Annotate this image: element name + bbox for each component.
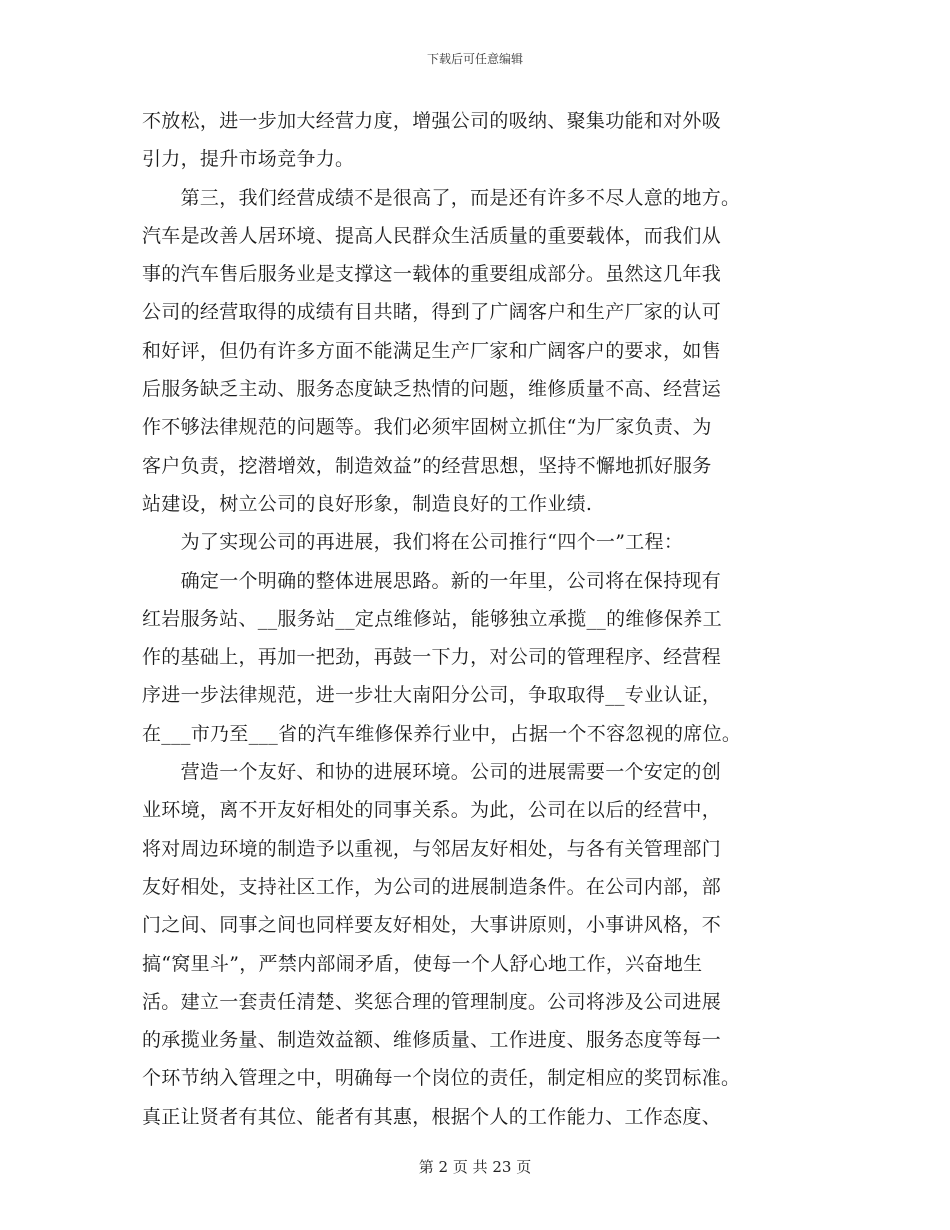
body-line: 引力，提升市场竞争力。 bbox=[142, 148, 355, 171]
body-line: 汽车是改善人居环境、提高人民群众生活质量的重要载体，而我们从 bbox=[142, 224, 722, 247]
body-line: 友好相处，支持社区工作，为公司的进展制造条件。在公司内部，部 bbox=[142, 875, 722, 898]
body-line: 作的基础上，再加一把劲，再鼓一下力，对公司的管理程序、经营程 bbox=[142, 646, 722, 669]
body-line: 在___市乃至___省的汽车维修保养行业中，占据一个不容忽视的席位。 bbox=[142, 722, 742, 745]
body-line: 门之间、同事之间也同样要友好相处，大事讲原则，小事讲风格，不 bbox=[142, 914, 722, 937]
body-line: 的承揽业务量、制造效益额、维修质量、工作进度、服务态度等每一 bbox=[142, 1029, 722, 1052]
body-line: 站建设，树立公司的良好形象，制造良好的工作业绩. bbox=[142, 492, 593, 515]
page-number-footer: 第 2 页 共 23 页 bbox=[418, 1158, 532, 1176]
body-line: 序进一步法律规范，进一步壮大南阳分公司，争取取得__专业认证， bbox=[142, 684, 722, 707]
body-line: 将对周边环境的制造予以重视，与邻居友好相处，与各有关管理部门 bbox=[142, 837, 722, 860]
body-line: 不放松，进一步加大经营力度，增强公司的吸纳、聚集功能和对外吸 bbox=[142, 110, 722, 132]
page-header-note: 下载后可任意编辑 bbox=[426, 52, 523, 66]
body-line: 活。建立一套责任清楚、奖惩合理的管理制度。公司将涉及公司进展 bbox=[142, 990, 722, 1013]
document-body bbox=[142, 102, 812, 1136]
body-line: 真正让贤者有其位、能者有其惠，根据个人的工作能力、工作态度、 bbox=[142, 1105, 722, 1128]
body-line: 和好评，但仍有许多方面不能满足生产厂家和广阔客户的要求，如售 bbox=[142, 339, 722, 362]
body-line: 为了实现公司的再进展，我们将在公司推行“四个一”工程： bbox=[142, 531, 684, 554]
body-line: 公司的经营取得的成绩有目共睹，得到了广阔客户和生产厂家的认可 bbox=[142, 301, 722, 324]
body-line: 营造一个友好、和协的进展环境。公司的进展需要一个安定的创 bbox=[142, 761, 722, 784]
body-line: 事的汽车售后服务业是支撑这一载体的重要组成部分。虽然这几年我 bbox=[142, 263, 722, 286]
body-line: 客户负责，挖潜增效，制造效益”的经营思想，坚持不懈地抓好服务 bbox=[142, 454, 712, 477]
body-line: 红岩服务站、__服务站__定点维修站，能够独立承揽__的维修保养工 bbox=[142, 607, 722, 630]
body-line: 个环节纳入管理之中，明确每一个岗位的责任，制定相应的奖罚标准。 bbox=[142, 1067, 741, 1090]
body-line: 后服务缺乏主动、服务态度缺乏热情的问题，维修质量不高、经营运 bbox=[142, 378, 722, 401]
body-line: 作不够法律规范的问题等。我们必须牢固树立抓住“为厂家负责、为 bbox=[142, 416, 712, 439]
body-line: 业环境，离不开友好相处的同事关系。为此，公司在以后的经营中， bbox=[142, 799, 722, 822]
body-line: 第三，我们经营成绩不是很高了，而是还有许多不尽人意的地方。 bbox=[142, 186, 741, 209]
body-line: 确定一个明确的整体进展思路。新的一年里，公司将在保持现有 bbox=[142, 569, 722, 592]
body-line: 搞“窝里斗”，严禁内部闹矛盾，使每一个人舒心地工作，兴奋地生 bbox=[142, 952, 703, 975]
